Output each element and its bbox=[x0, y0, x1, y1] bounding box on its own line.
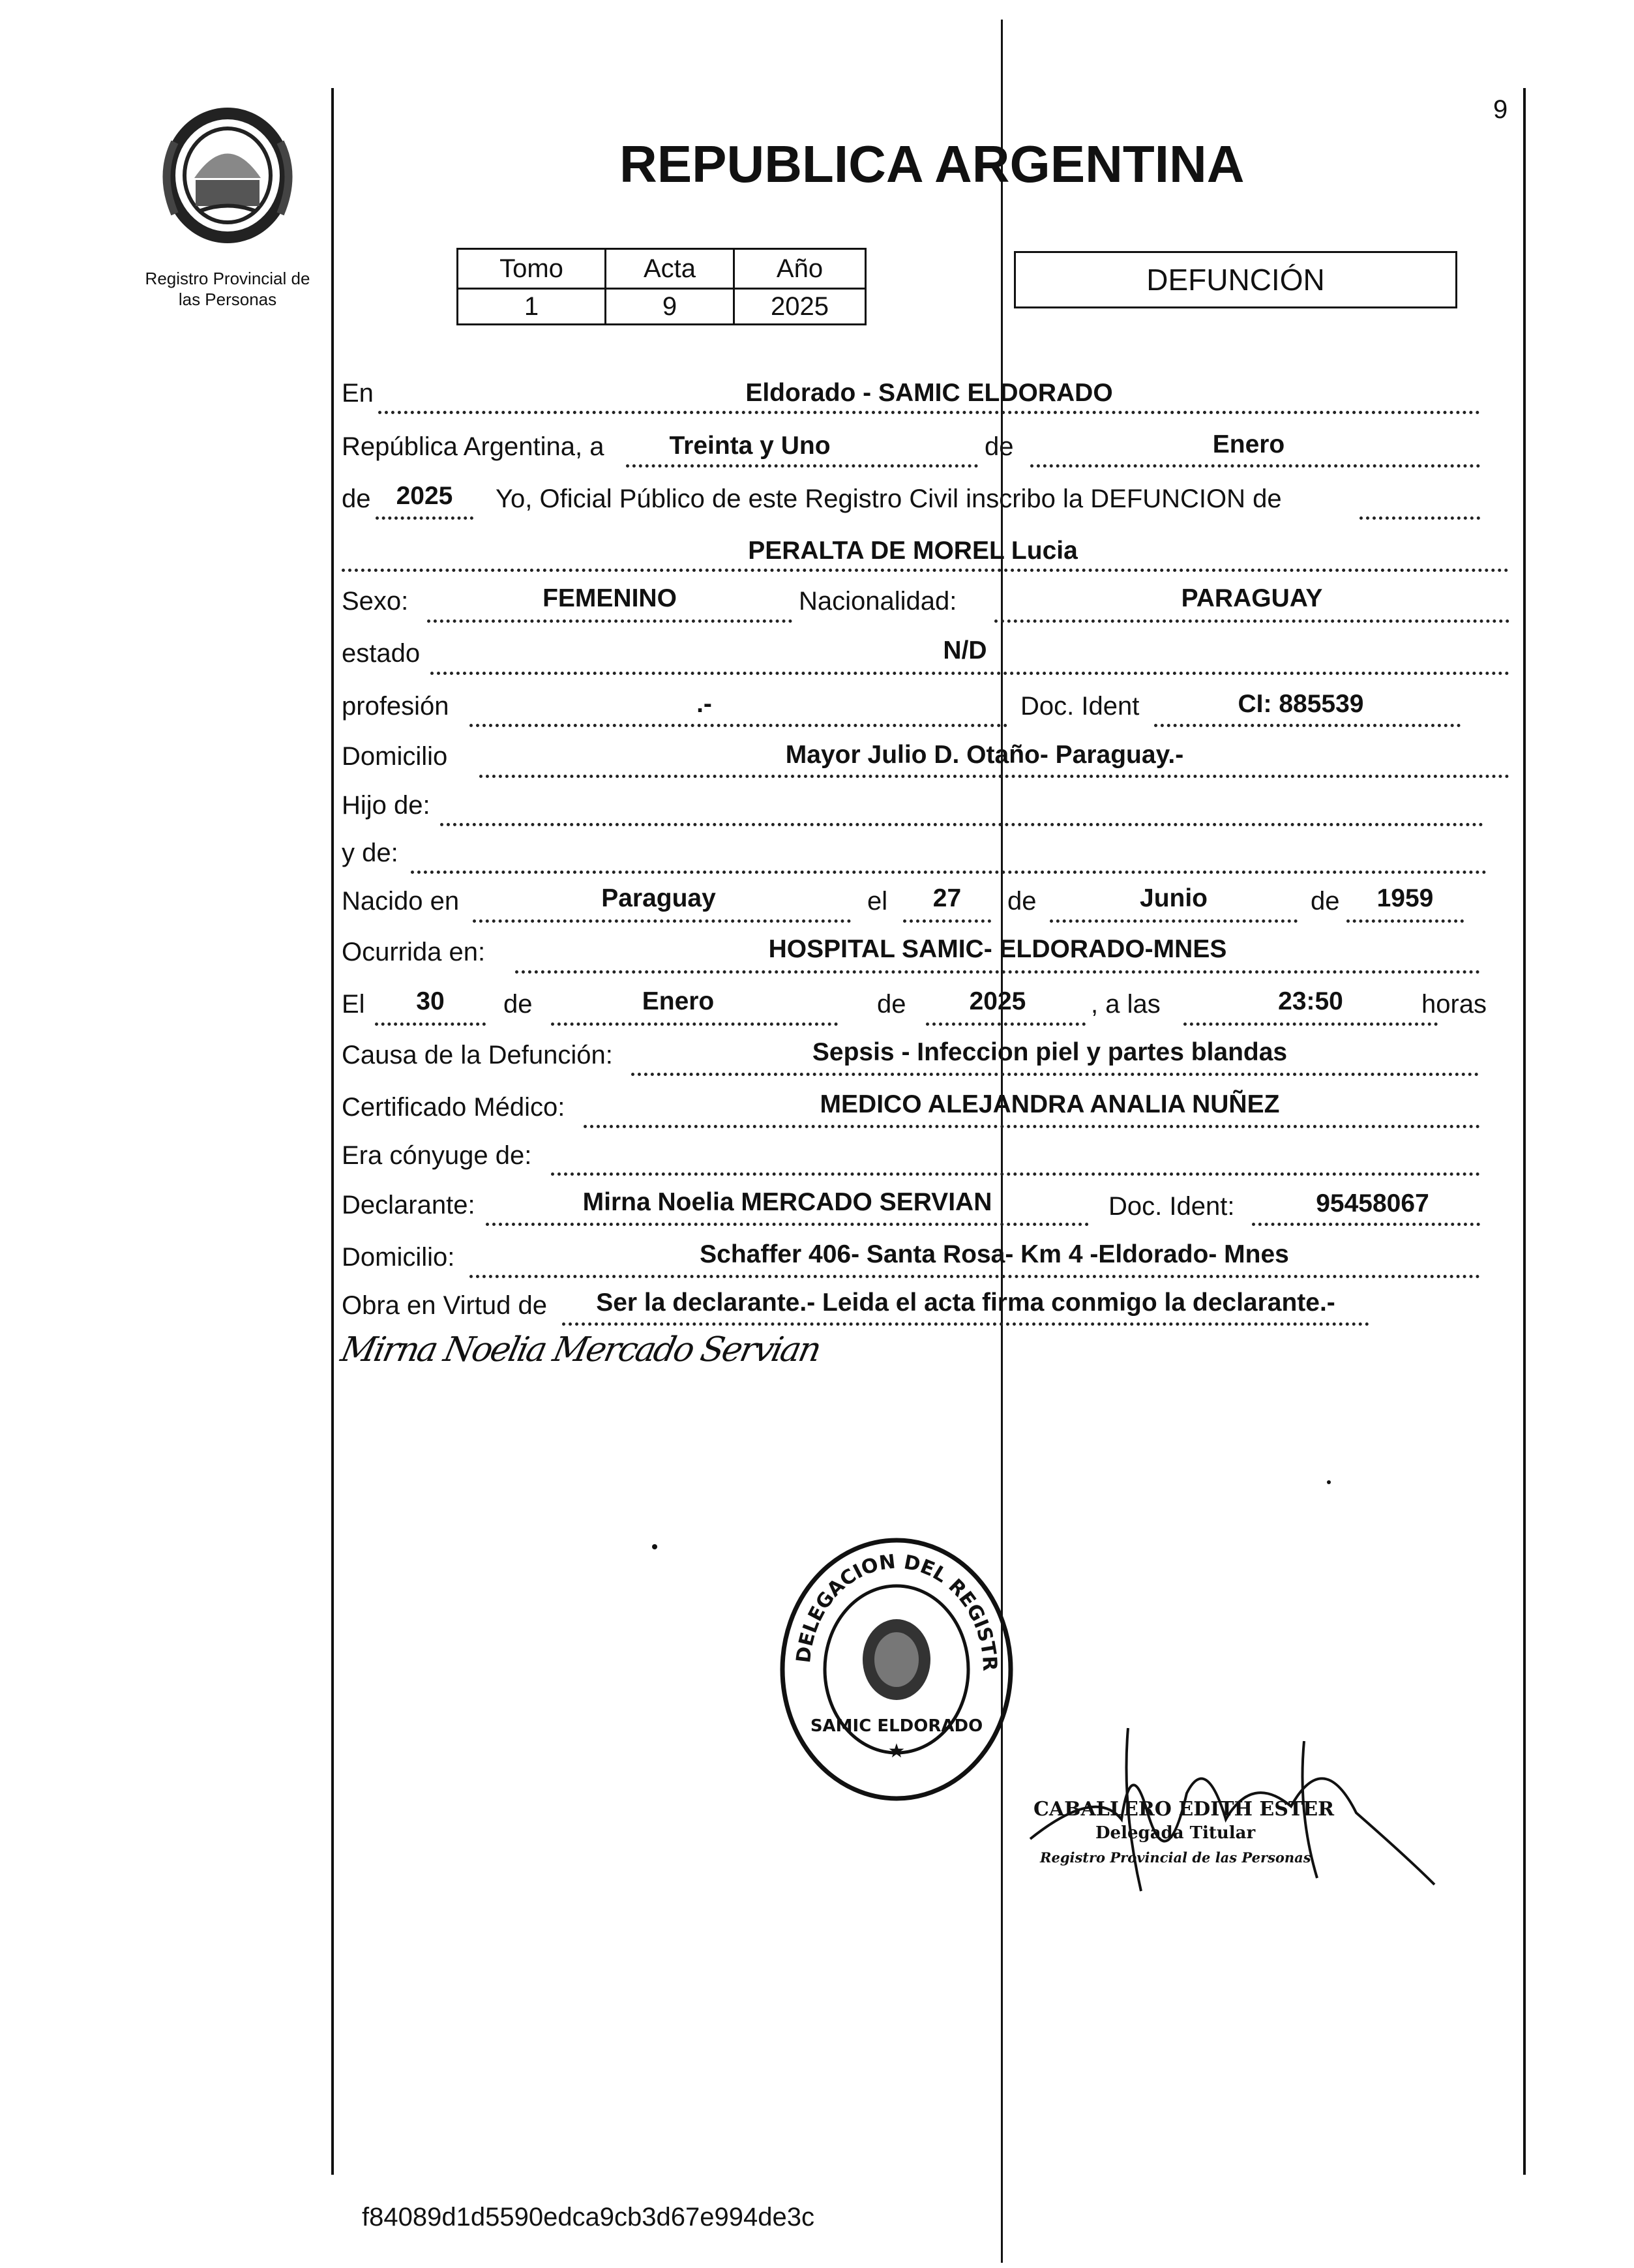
line-def-hora bbox=[1183, 1022, 1438, 1026]
label-doc-ident: Doc. Ident bbox=[1020, 692, 1140, 721]
line-domicilio bbox=[479, 775, 1509, 778]
value-nacido-lugar: Paraguay bbox=[601, 884, 716, 912]
center-fold-line bbox=[1001, 20, 1003, 2263]
seal-outer-text: DELEGACION DEL REGISTR bbox=[792, 1550, 1002, 1672]
label-nacido-de1: de bbox=[1007, 887, 1037, 916]
value-nacido-mes: Junio bbox=[1140, 884, 1208, 912]
stamp-line1: CABALLERO EDITH ESTER bbox=[1033, 1798, 1335, 1821]
value-declarante: Mirna Noelia MERCADO SERVIAN bbox=[582, 1188, 992, 1216]
label-def-de1: de bbox=[503, 990, 533, 1019]
label-republica-a: República Argentina, a bbox=[342, 432, 604, 461]
left-margin-line bbox=[331, 88, 334, 2175]
speck bbox=[652, 1544, 657, 1549]
value-def-dia: 30 bbox=[416, 987, 445, 1015]
line-mes bbox=[1030, 464, 1480, 468]
table-value-tomo: 1 bbox=[456, 288, 606, 325]
value-en: Eldorado - SAMIC ELDORADO bbox=[745, 379, 1113, 407]
value-domicilio: Mayor Julio D. Otaño- Paraguay.- bbox=[785, 741, 1184, 769]
label-obra: Obra en Virtud de bbox=[342, 1291, 548, 1320]
label-declarante: Declarante: bbox=[342, 1191, 475, 1219]
value-doc-ident: CI: 885539 bbox=[1238, 690, 1364, 718]
label-declarante-doc: Doc. Ident: bbox=[1108, 1192, 1235, 1221]
label-profesion: profesión bbox=[342, 692, 449, 721]
logo-caption-line1: Registro Provincial de bbox=[145, 269, 310, 288]
line-nacionalidad bbox=[994, 619, 1509, 623]
line-sexo bbox=[427, 619, 792, 623]
value-anio: 2025 bbox=[396, 482, 453, 510]
label-hijo-de: Hijo de: bbox=[342, 791, 430, 820]
value-causa: Sepsis - Infeccion piel y partes blandas bbox=[812, 1038, 1288, 1066]
stamp-line3: Registro Provincial de las Personas bbox=[1040, 1849, 1311, 1866]
value-profesion: .- bbox=[696, 690, 712, 718]
seal-inner-text: SAMIC ELDORADO bbox=[810, 1716, 983, 1736]
right-margin-line bbox=[1523, 88, 1526, 2175]
line-obra bbox=[562, 1322, 1369, 1326]
declarant-signature: Mirna Noelia Mercado Servian bbox=[337, 1330, 824, 1369]
label-de-anio: de bbox=[342, 485, 371, 513]
line-certificado bbox=[584, 1125, 1480, 1128]
label-y-de: y de: bbox=[342, 839, 398, 867]
value-nombre: PERALTA DE MOREL Lucia bbox=[748, 537, 1078, 565]
value-dia: Treinta y Uno bbox=[669, 432, 831, 460]
line-nombre bbox=[342, 569, 1509, 572]
line-profesion bbox=[469, 724, 1007, 727]
label-nacido-de2: de bbox=[1311, 887, 1340, 916]
svg-text:★: ★ bbox=[887, 1740, 906, 1762]
line-doc-ident bbox=[1154, 724, 1461, 727]
line-conyuge bbox=[551, 1172, 1480, 1176]
logo-caption-line2: las Personas bbox=[178, 290, 277, 309]
label-de-mes: de bbox=[985, 432, 1014, 461]
line-ocurrida bbox=[515, 970, 1480, 974]
label-estado: estado bbox=[342, 639, 421, 668]
line-def-mes bbox=[551, 1022, 838, 1026]
line-domicilio-declarante bbox=[469, 1275, 1480, 1278]
line-nacido-mes bbox=[1050, 919, 1298, 923]
line-nacido-lugar bbox=[473, 919, 851, 923]
speck bbox=[1327, 1480, 1331, 1484]
value-estado: N/D bbox=[943, 636, 987, 664]
inscription-text: Yo, Oficial Público de este Registro Civil inscribo la DEFUNCION de bbox=[496, 485, 1282, 513]
label-nacido-en: Nacido en bbox=[342, 887, 460, 916]
value-declarante-doc: 95458067 bbox=[1316, 1189, 1429, 1217]
province-logo bbox=[155, 103, 300, 248]
label-certificado: Certificado Médico: bbox=[342, 1093, 565, 1122]
table-value-anio: 2025 bbox=[733, 288, 867, 325]
table-header-anio: Año bbox=[733, 248, 867, 290]
line-nacido-dia bbox=[903, 919, 991, 923]
record-type-box: DEFUNCIÓN bbox=[1014, 251, 1457, 308]
document-hash: f84089d1d5590edca9cb3d67e994de3c bbox=[362, 2203, 815, 2231]
line-causa bbox=[631, 1073, 1479, 1076]
line-anio bbox=[376, 516, 473, 520]
label-nacido-el: el bbox=[867, 887, 888, 916]
label-conyuge: Era cónyuge de: bbox=[342, 1141, 532, 1170]
line-dia bbox=[626, 464, 978, 468]
line-nacido-anio bbox=[1346, 919, 1464, 923]
label-el: El bbox=[342, 990, 365, 1019]
table-value-acta: 9 bbox=[604, 288, 735, 325]
registry-seal bbox=[776, 1536, 1017, 1803]
line-hijo-de bbox=[440, 823, 1483, 826]
value-domicilio-declarante: Schaffer 406- Santa Rosa- Km 4 -Eldorado- Mnes bbox=[700, 1240, 1289, 1268]
value-nacido-dia: 27 bbox=[932, 884, 962, 912]
line-declarante bbox=[486, 1223, 1089, 1226]
label-a-las: , a las bbox=[1091, 990, 1161, 1019]
value-obra: Ser la declarante.- Leida el acta firma conmigo la declarante.- bbox=[596, 1289, 1335, 1317]
label-domicilio-declarante: Domicilio: bbox=[342, 1243, 455, 1272]
line-def-anio bbox=[926, 1022, 1086, 1026]
label-nacionalidad: Nacionalidad: bbox=[799, 587, 957, 616]
label-sexo: Sexo: bbox=[342, 587, 409, 616]
value-mes: Enero bbox=[1212, 430, 1285, 458]
page-number: 9 bbox=[1493, 95, 1508, 124]
line-en bbox=[378, 411, 1480, 414]
value-sexo: FEMENINO bbox=[542, 584, 677, 612]
value-def-mes: Enero bbox=[642, 987, 715, 1015]
line-anio-end bbox=[1359, 516, 1480, 520]
line-y-de bbox=[411, 871, 1487, 874]
label-domicilio: Domicilio bbox=[342, 742, 448, 771]
line-estado bbox=[430, 672, 1509, 675]
value-def-hora: 23:50 bbox=[1278, 987, 1343, 1015]
table-header-acta: Acta bbox=[604, 248, 735, 290]
table-header-tomo: Tomo bbox=[456, 248, 606, 290]
value-certificado: MEDICO ALEJANDRA ANALIA NUÑEZ bbox=[820, 1090, 1280, 1118]
value-ocurrida: HOSPITAL SAMIC- ELDORADO-MNES bbox=[768, 935, 1227, 963]
label-ocurrida-en: Ocurrida en: bbox=[342, 938, 486, 966]
value-nacionalidad: PARAGUAY bbox=[1181, 584, 1323, 612]
value-def-anio: 2025 bbox=[969, 987, 1026, 1015]
label-causa: Causa de la Defunción: bbox=[342, 1041, 613, 1069]
value-nacido-anio: 1959 bbox=[1376, 884, 1434, 912]
stamp-line2: Delegada Titular bbox=[1095, 1823, 1256, 1843]
label-def-de2: de bbox=[877, 990, 906, 1019]
country-title: REPUBLICA ARGENTINA bbox=[619, 135, 1245, 193]
label-horas: horas bbox=[1421, 990, 1487, 1019]
line-def-dia bbox=[375, 1022, 486, 1026]
line-declarante-doc bbox=[1252, 1223, 1480, 1226]
label-en: En bbox=[342, 379, 374, 408]
